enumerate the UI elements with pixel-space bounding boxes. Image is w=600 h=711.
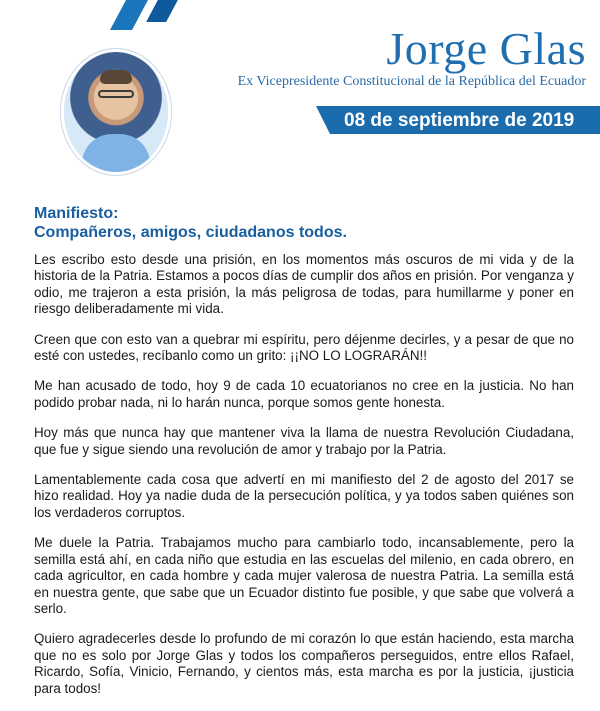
paragraph: Hoy más que nunca hay que mantener viva la llama de nuestra Revolución Ciudadana, que fue y sigue siendo una revolución de amor y trabajo por la Patria. xyxy=(34,425,574,457)
paragraph: Quiero agradecerles desde lo profundo de mi corazón lo que están haciendo, esta marcha que no es solo por Jorge Glas y todos los compañeros perseguidos, entre ellos Rafael, Ricardo, Sofía, Vinicio, Fernando, y cientos más, esta marcha es por la justicia, ¡justicia para todos! xyxy=(34,631,574,696)
manifesto-title xyxy=(34,204,574,242)
manifesto-heading: Manifiesto: xyxy=(34,205,119,222)
paragraph: Me duele la Patria. Trabajamos mucho para cambiarlo todo, incansablemente, pero la semilla está ahí, en cada niño que estudia en las escuelas del milenio, en cada obrero, en cada agricultor, en cada hombre y cada mujer valerosa de nuestra Patria. La semilla está en nuestra gente, que sabe que un Ecuador distinto fue posible, y que sabe que volverá a serlo. xyxy=(34,535,574,616)
date-banner xyxy=(330,106,600,134)
decorative-stripe xyxy=(146,0,178,22)
paragraph: Me han acusado de todo, hoy 9 de cada 10 ecuatorianos no cree en la justicia. No han podido probar nada, ni lo harán nunca, porque somos gente honesta. xyxy=(34,378,574,410)
date-text: 08 de septiembre de 2019 xyxy=(344,110,575,131)
author-name: Jorge Glas xyxy=(386,23,586,74)
decorative-stripe xyxy=(110,0,148,30)
paragraph: Creen que con esto van a quebrar mi espíritu, pero déjenme decirles, y a pesar de que no esté con ustedes, recíbanlo como un grito: ¡¡NO LO LOGRARÁN!! xyxy=(34,331,574,364)
paragraph: Les escribo esto desde una prisión, en los momentos más oscuros de mi vida y de la historia de la Patria. Estamos a pocos días de cumplir dos años en prisión. Por venganza y odio, me trajeron a esta prisión, la más peligrosa de todas, para humillarme y poner en riesgo deliberadamente mi vida. xyxy=(34,252,574,317)
manifesto-salutation: Compañeros, amigos, ciudadanos todos. xyxy=(34,224,347,241)
author-title: Ex Vicepresidente Constitucional de la República del Ecuador xyxy=(237,74,586,89)
manifesto-body xyxy=(34,252,574,711)
paragraph: Lamentablemente cada cosa que advertí en mi manifiesto del 2 de agosto del 2017 se hizo realidad. Hoy ya nadie duda de la persecución política, y ya todos saben quiénes son los verdaderos corruptos. xyxy=(34,472,574,520)
portrait-glasses xyxy=(98,90,134,98)
portrait-photo xyxy=(64,52,168,172)
portrait-shirt xyxy=(82,134,150,172)
portrait-hair xyxy=(100,70,132,84)
